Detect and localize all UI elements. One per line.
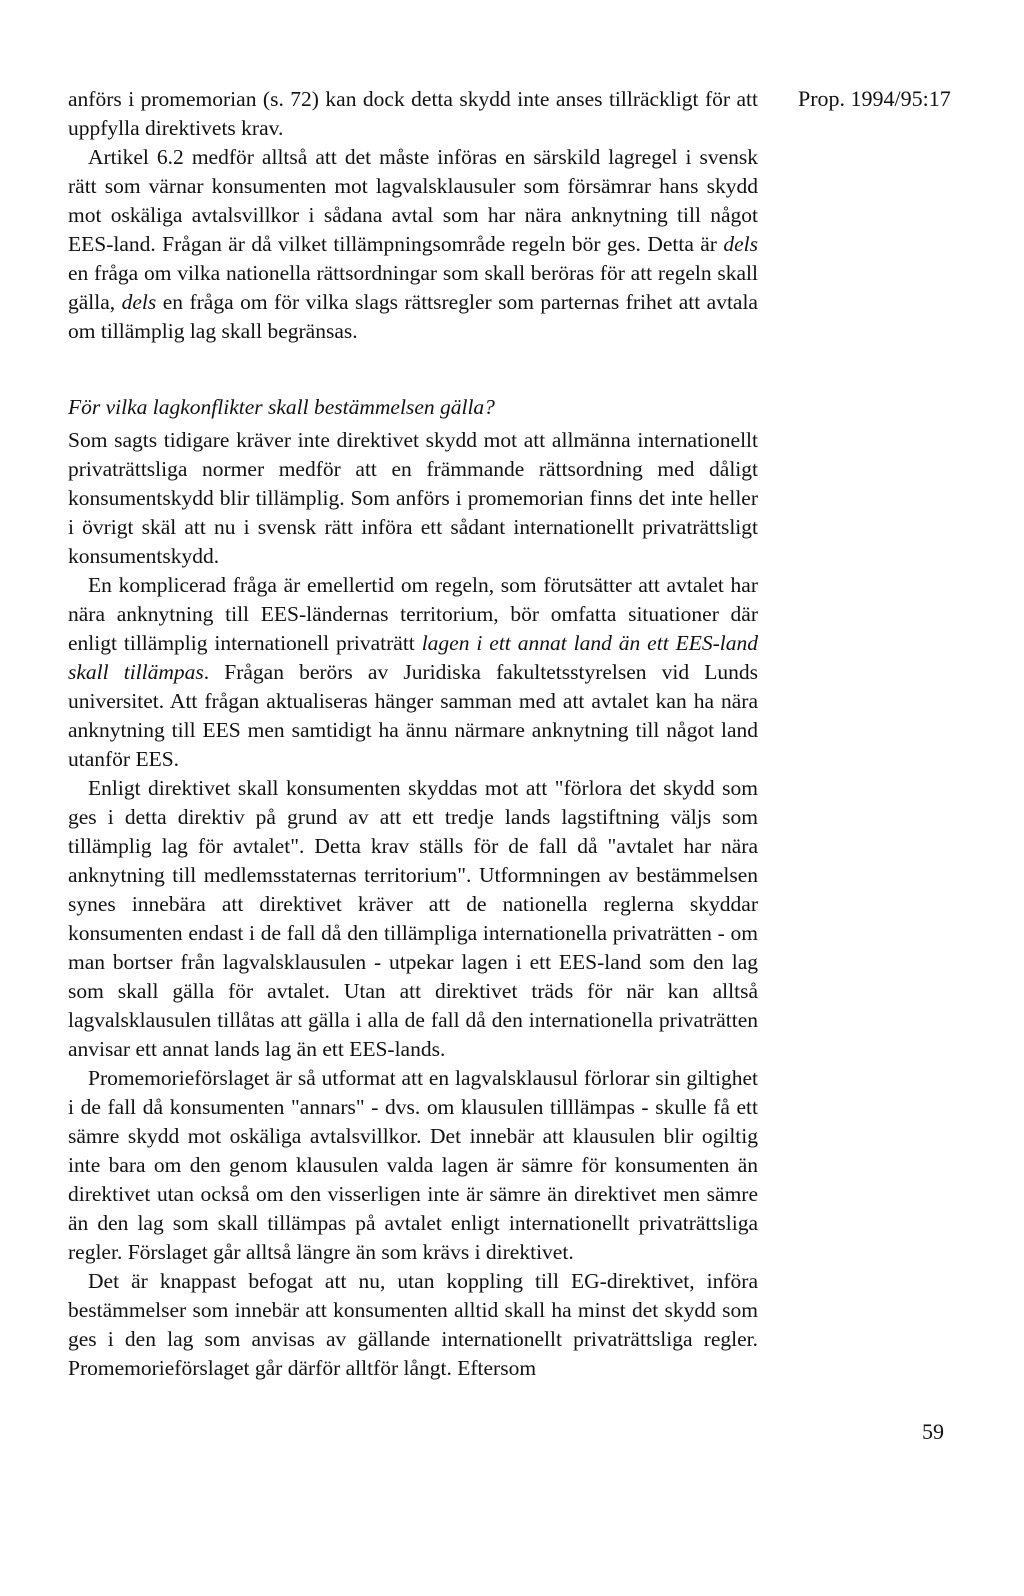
- paragraph-artikel-text: Artikel 6.2 medför alltså att det måste införas en särskild lagregel i svensk rätt som värnar konsumenten mot lagvalsklausuler som försämrar hans skydd mot oskäliga avtalsvillkor i sådana avtal som har nära anknytning till något EES-land. Frågan är då vilket tillämpningsområde regeln bör ges.: [68, 145, 758, 256]
- proposition-reference: Prop. 1994/95:17: [798, 86, 951, 111]
- paragraph: Det är knappast befogat att nu, utan koppling till EG-direktivet, införa bestämmelser som innebär att konsumenten alltid skall ha minst det skydd som ges i den lag som anvisas av gällande internationellt privaträttsliga regler. Promemorieförslaget går därför alltför långt. Eftersom: [68, 1269, 758, 1380]
- paragraph-artikel: Artikel 6.2 medför alltså att det måste införas en särskild lagregel i svensk rätt som värnar konsumenten mot lagvalsklausuler som försämrar hans skydd mot oskäliga avtalsvillkor i sådana avtal som har nära anknytning till något EES-land. Frågan är då vilket tillämpningsområde regeln bör ges. Detta är dels en fråga om vilka nationella rättsordningar som skall beröras för att regeln skall gälla, dels en fråga om för vilka slags rättsregler som parternas frihet att avtala om tillämplig lag skall begränsas.: [68, 145, 758, 343]
- emphasis-lagen: lagen i ett annat land än ett EES-land skall tillämpas: [68, 631, 758, 684]
- paragraph: Promemorieförslaget är så utformat att en lagvalsklausul förlorar sin giltighet i de fall då konsumenten "annars" - dvs. om klausulen tilllämpas - skulle få ett sämre skydd mot oskäliga avtalsvillkor. Det innebär att klausulen blir ogiltig inte bara om den genom klausulen valda lagen är sämre för konsumenten än direktivet utan också om den visserligen inte är sämre än direktivet men sämre än den lag som skall tillämpas på avtalet enligt internationellt privaträttsliga regler. Förslaget går alltså längre än som krävs i direktivet.: [68, 1066, 758, 1264]
- emphasis-dels: dels: [121, 290, 157, 314]
- paragraph: En komplicerad fråga är emellertid om regeln, som förutsätter att avtalet har nära anknytning till EES-ländernas territorium, bör omfatta situationer där enligt tillämplig internationell privaträtt lagen i ett annat land än ett EES-land skall tillämpas. Frågan berörs av Juridiska fakultetsstyrelsen vid Lunds universitet. Att frågan aktualiseras hänger samman med att avtalet kan ha nära anknytning till EES men samtidigt ha ännu närmare anknytning till något land utanför EES.: [68, 573, 758, 771]
- text-column: [68, 85, 758, 1383]
- page-number: 59: [922, 1419, 944, 1444]
- emphasis-dels: dels: [723, 232, 758, 256]
- section-heading: För vilka lagkonflikter skall bestämmelsen gälla?: [68, 395, 495, 419]
- paragraph: Som sagts tidigare kräver inte direktivet skydd mot att allmänna internationellt privaträttsliga normer medför att en främmande rättsordning med dåligt konsumentskydd blir tillämplig. Som anförs i promemorian finns det inte heller i övrigt skäl att nu i svensk rätt införa ett sådant internationellt privaträttsligt konsumentskydd.: [68, 428, 758, 568]
- paragraph-continuation: anförs i promemorian (s. 72) kan dock detta skydd inte anses tillräckligt för att uppfylla direktivets krav.: [68, 87, 758, 140]
- paragraph: Enligt direktivet skall konsumenten skyddas mot att "förlora det skydd som ges i detta direktiv på grund av att ett tredje lands lagstiftning väljs som tillämplig lag för avtalet". Detta krav ställs för de fall då "avtalet har nära anknytning till medlemsstaternas territorium". Utformningen av bestämmelsen synes innebära att direktivet kräver att de nationella reglerna skyddar konsumenten endast i de fall då den tillämpliga internationella privaträtten - om man bortser från lagvalsklausulen - utpekar lagen i ett EES-land som den lag som skall gälla för avtalet. Utan att direktivet träds för när kan alltså lagvalsklausulen tillåtas att gälla i alla de fall då den internationella privaträtten anvisar ett annat lands lag än ett EES-lands.: [68, 776, 758, 1061]
